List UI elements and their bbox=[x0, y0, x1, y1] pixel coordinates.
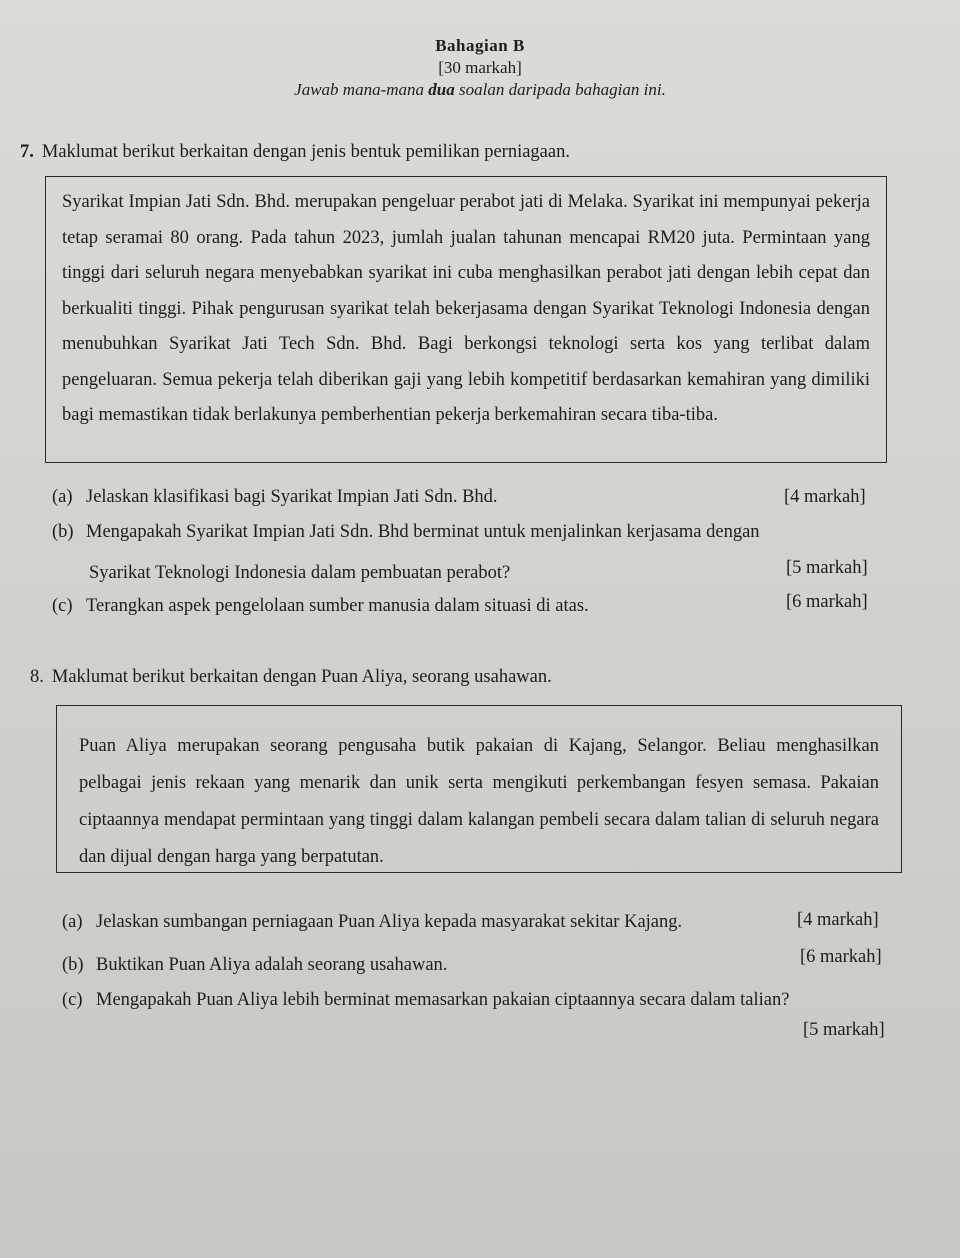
question-8-number: 8. bbox=[30, 667, 44, 687]
question-7-stem bbox=[20, 142, 570, 163]
question-7-number: 7. bbox=[20, 142, 34, 162]
question-8-passage-box bbox=[56, 705, 902, 873]
question-7-passage: Syarikat Impian Jati Sdn. Bhd. merupakan pengeluar perabot jati di Melaka. Syarikat ini mempunyai pekerja tetap seramai 80 orang. Pada tahun 2023, jumlah jualan tahunan mencapai RM20 juta. Permintaan yang tinggi dari seluruh negara menyebabkan syarikat ini cuba menghasilkan perabot jati dengan lebih cepat dan berkualiti tinggi. Pihak pengurusan syarikat telah bekerjasama dengan Syarikat Teknologi Indonesia dengan menubuhkan Syarikat Jati Tech Sdn. Bhd. Bagi berkongsi teknologi serta kos yang terlibat dalam pengeluaran. Semua pekerja telah diberikan gaji yang lebih kompetitif berdasarkan kemahiran yang dimiliki bagi memastikan tidak berlakunya pemberhentian pekerja berkemahiran secara tiba-tiba. bbox=[62, 192, 870, 425]
question-8c-marks: [5 markah] bbox=[803, 1020, 885, 1040]
question-8b-marks: [6 markah] bbox=[800, 947, 882, 967]
question-7b-marks: [5 markah] bbox=[786, 558, 868, 578]
question-7c bbox=[52, 596, 589, 617]
question-8b bbox=[62, 955, 447, 976]
question-7b-text-cont: Syarikat Teknologi Indonesia dalam pembuatan perabot? bbox=[89, 563, 511, 583]
question-7a-text: Jelaskan klasifikasi bagi Syarikat Impian Jati Sdn. Bhd. bbox=[86, 487, 498, 507]
question-7a bbox=[52, 487, 498, 508]
question-7-stem-text: Maklumat berikut berkaitan dengan jenis bentuk pemilikan perniagaan. bbox=[41, 142, 570, 162]
question-7c-label: (c) bbox=[52, 596, 73, 616]
question-8c-text: Mengapakah Puan Aliya lebih berminat memasarkan pakaian ciptaannya secara dalam talian? bbox=[96, 990, 790, 1010]
question-8c bbox=[62, 990, 789, 1011]
question-8a-marks: [4 markah] bbox=[797, 910, 879, 930]
instruction-bold: dua bbox=[428, 80, 455, 99]
question-7b-text: Mengapakah Syarikat Impian Jati Sdn. Bhd berminat untuk menjalinkan kerjasama dengan bbox=[86, 522, 760, 542]
section-title: Bahagian B bbox=[435, 36, 525, 55]
question-7a-label: (a) bbox=[52, 487, 73, 507]
question-8a-text: Jelaskan sumbangan perniagaan Puan Aliya kepada masyarakat sekitar Kajang. bbox=[96, 912, 683, 932]
instruction-post: soalan daripada bahagian ini. bbox=[454, 80, 666, 99]
question-7c-marks: [6 markah] bbox=[786, 592, 868, 612]
question-8-passage: Puan Aliya merupakan seorang pengusaha butik pakaian di Kajang, Selangor. Beliau menghasilkan pelbagai jenis rekaan yang menarik dan unik serta mengikuti perkembangan fesyen semasa. Pakaian ciptaannya mendapat permintaan yang tinggi dalam kalangan pembeli secara dalam talian di seluruh negara dan dijual dengan harga yang berpatutan. bbox=[79, 736, 879, 867]
instruction-pre: Jawab mana-mana bbox=[294, 80, 429, 99]
section-instruction bbox=[0, 80, 960, 100]
question-8a bbox=[62, 912, 682, 933]
question-8-stem bbox=[30, 667, 552, 688]
question-8b-label: (b) bbox=[62, 955, 84, 975]
question-7b bbox=[52, 522, 760, 543]
question-7-passage-box bbox=[45, 176, 887, 463]
question-7b-label: (b) bbox=[52, 522, 74, 542]
question-8c-label: (c) bbox=[62, 990, 83, 1010]
question-8-stem-text: Maklumat berikut berkaitan dengan Puan Aliya, seorang usahawan. bbox=[51, 667, 552, 687]
question-7c-text: Terangkan aspek pengelolaan sumber manusia dalam situasi di atas. bbox=[86, 596, 589, 616]
section-marks: [30 markah] bbox=[438, 58, 522, 77]
question-8a-label: (a) bbox=[62, 912, 83, 932]
question-7a-marks: [4 markah] bbox=[784, 487, 866, 507]
question-8b-text: Buktikan Puan Aliya adalah seorang usahawan. bbox=[96, 955, 448, 975]
